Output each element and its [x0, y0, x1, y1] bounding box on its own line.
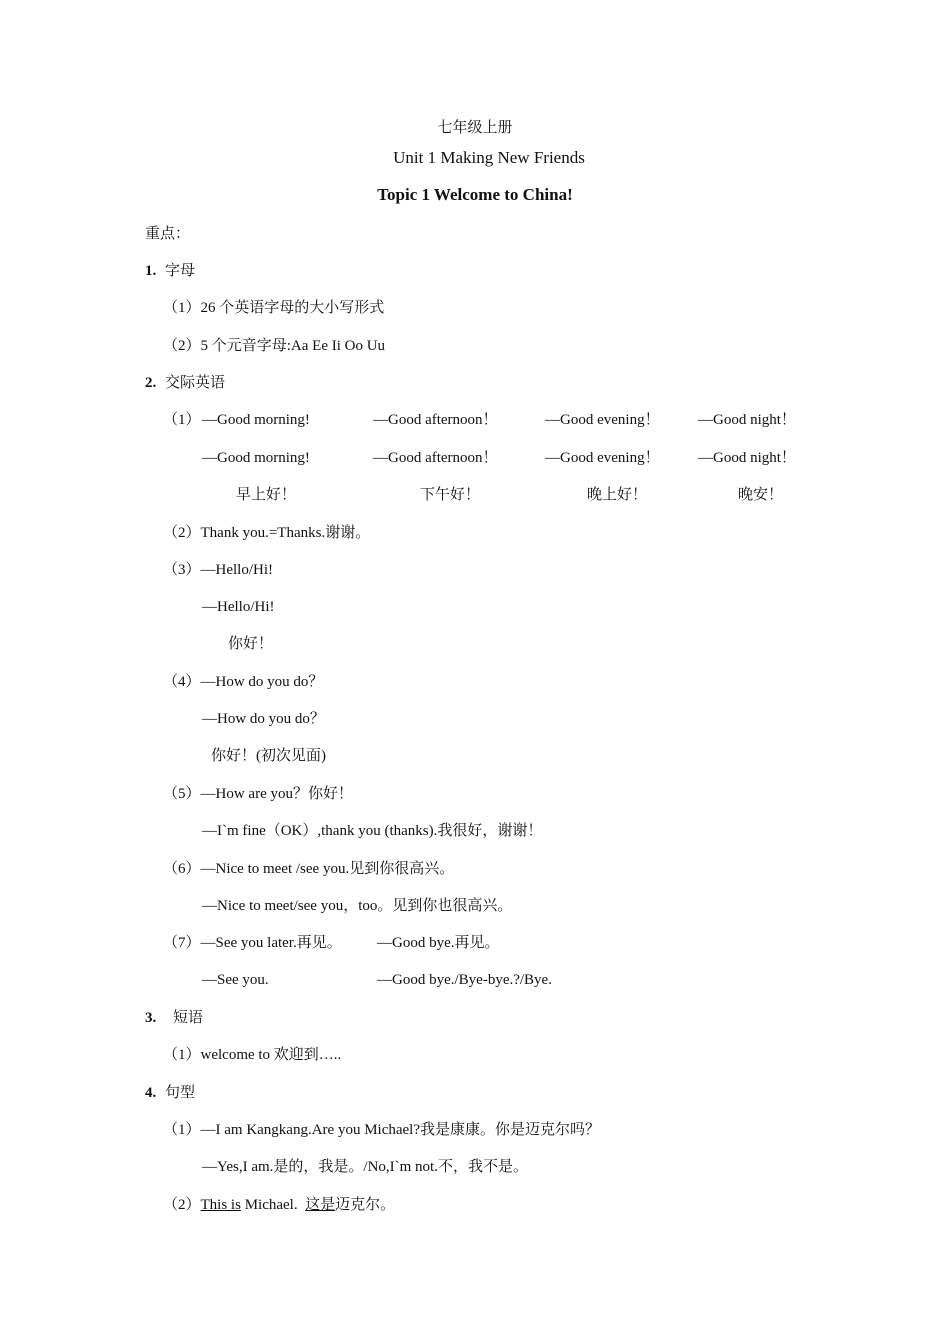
list-item: —See you. — [202, 972, 269, 988]
list-item: —Hello/Hi! — [202, 599, 275, 615]
list-item: （1）26 个英语字母的大小写形式 — [163, 300, 385, 316]
translation: 你好！(初次见面) — [211, 748, 326, 764]
list-item: —Good bye./Bye-bye.?/Bye. — [377, 972, 552, 988]
list-item: （3）—Hello/Hi! — [163, 562, 273, 578]
section-2-heading — [145, 374, 225, 392]
greeting-translation: 下午好！ — [420, 487, 481, 503]
section-1-heading — [145, 262, 195, 280]
greeting-translation: 早上好！ — [236, 487, 297, 503]
list-item: （1）welcome to 欢迎到….. — [163, 1047, 342, 1063]
translation: 你好！ — [228, 636, 274, 652]
section-title: 句型 — [165, 1085, 196, 1101]
section-title: 字母 — [165, 263, 196, 279]
section-3-heading — [145, 1009, 203, 1027]
section-4-heading — [145, 1084, 195, 1102]
list-item: —Good bye.再见。 — [377, 935, 500, 951]
unit-title: Unit 1 Making New Friends — [393, 148, 585, 167]
greeting-cell: —Good afternoon！ — [373, 450, 498, 466]
section-number: 2. — [145, 375, 157, 391]
section-title: 交际英语 — [165, 375, 226, 391]
greeting-cell: —Good evening！ — [545, 412, 660, 428]
list-item: （1）—I am Kangkang.Are you Michael?我是康康。你是迈克尔吗？ — [163, 1122, 601, 1138]
item-prefix: （2） — [163, 1197, 201, 1213]
greeting-cell: —Good afternoon！ — [373, 412, 498, 428]
list-item: （6）—Nice to meet /see you.见到你很高兴。 — [163, 861, 455, 877]
sentence-text: 迈克尔。 — [335, 1197, 396, 1213]
list-item: —How do you do？ — [202, 711, 325, 727]
key-points-label: 重点： — [145, 226, 191, 242]
section-number: 4. — [145, 1085, 157, 1101]
sentence-text: Michael. — [240, 1197, 306, 1213]
topic-title: Topic 1 Welcome to China! — [377, 185, 573, 204]
greeting-cell: —Good morning! — [202, 412, 310, 428]
list-item: （5）—How are you？你好！ — [163, 786, 353, 802]
section-number: 1. — [145, 263, 157, 279]
greeting-cell: —Good morning! — [202, 450, 310, 466]
underlined-phrase: 这是 — [305, 1197, 336, 1213]
grade-heading: 七年级上册 — [437, 120, 513, 136]
list-item: —Nice to meet/see you，too。见到你也很高兴。 — [202, 898, 513, 914]
list-item: （2）5 个元音字母:Aa Ee Ii Oo Uu — [163, 338, 386, 354]
greeting-cell: —Good night！ — [698, 450, 796, 466]
section-title: 短语 — [173, 1010, 204, 1026]
underlined-phrase: This is — [200, 1197, 241, 1213]
section-number: 3. — [145, 1010, 157, 1026]
list-item — [163, 1196, 395, 1214]
greeting-cell: —Good evening！ — [545, 450, 660, 466]
list-item: —I`m fine（OK）,thank you (thanks).我很好，谢谢！ — [202, 823, 543, 839]
greeting-translation: 晚上好！ — [587, 487, 648, 503]
greeting-cell: —Good night！ — [698, 412, 796, 428]
greeting-translation: 晚安！ — [738, 487, 784, 503]
list-item: （2）Thank you.=Thanks.谢谢。 — [163, 525, 371, 541]
list-item: —Yes,I am.是的，我是。/No,I`m not.不，我不是。 — [202, 1159, 528, 1175]
list-item: （7）—See you later.再见。 — [163, 935, 342, 951]
greeting-prefix: （1） — [163, 412, 201, 428]
list-item: （4）—How do you do？ — [163, 674, 324, 690]
